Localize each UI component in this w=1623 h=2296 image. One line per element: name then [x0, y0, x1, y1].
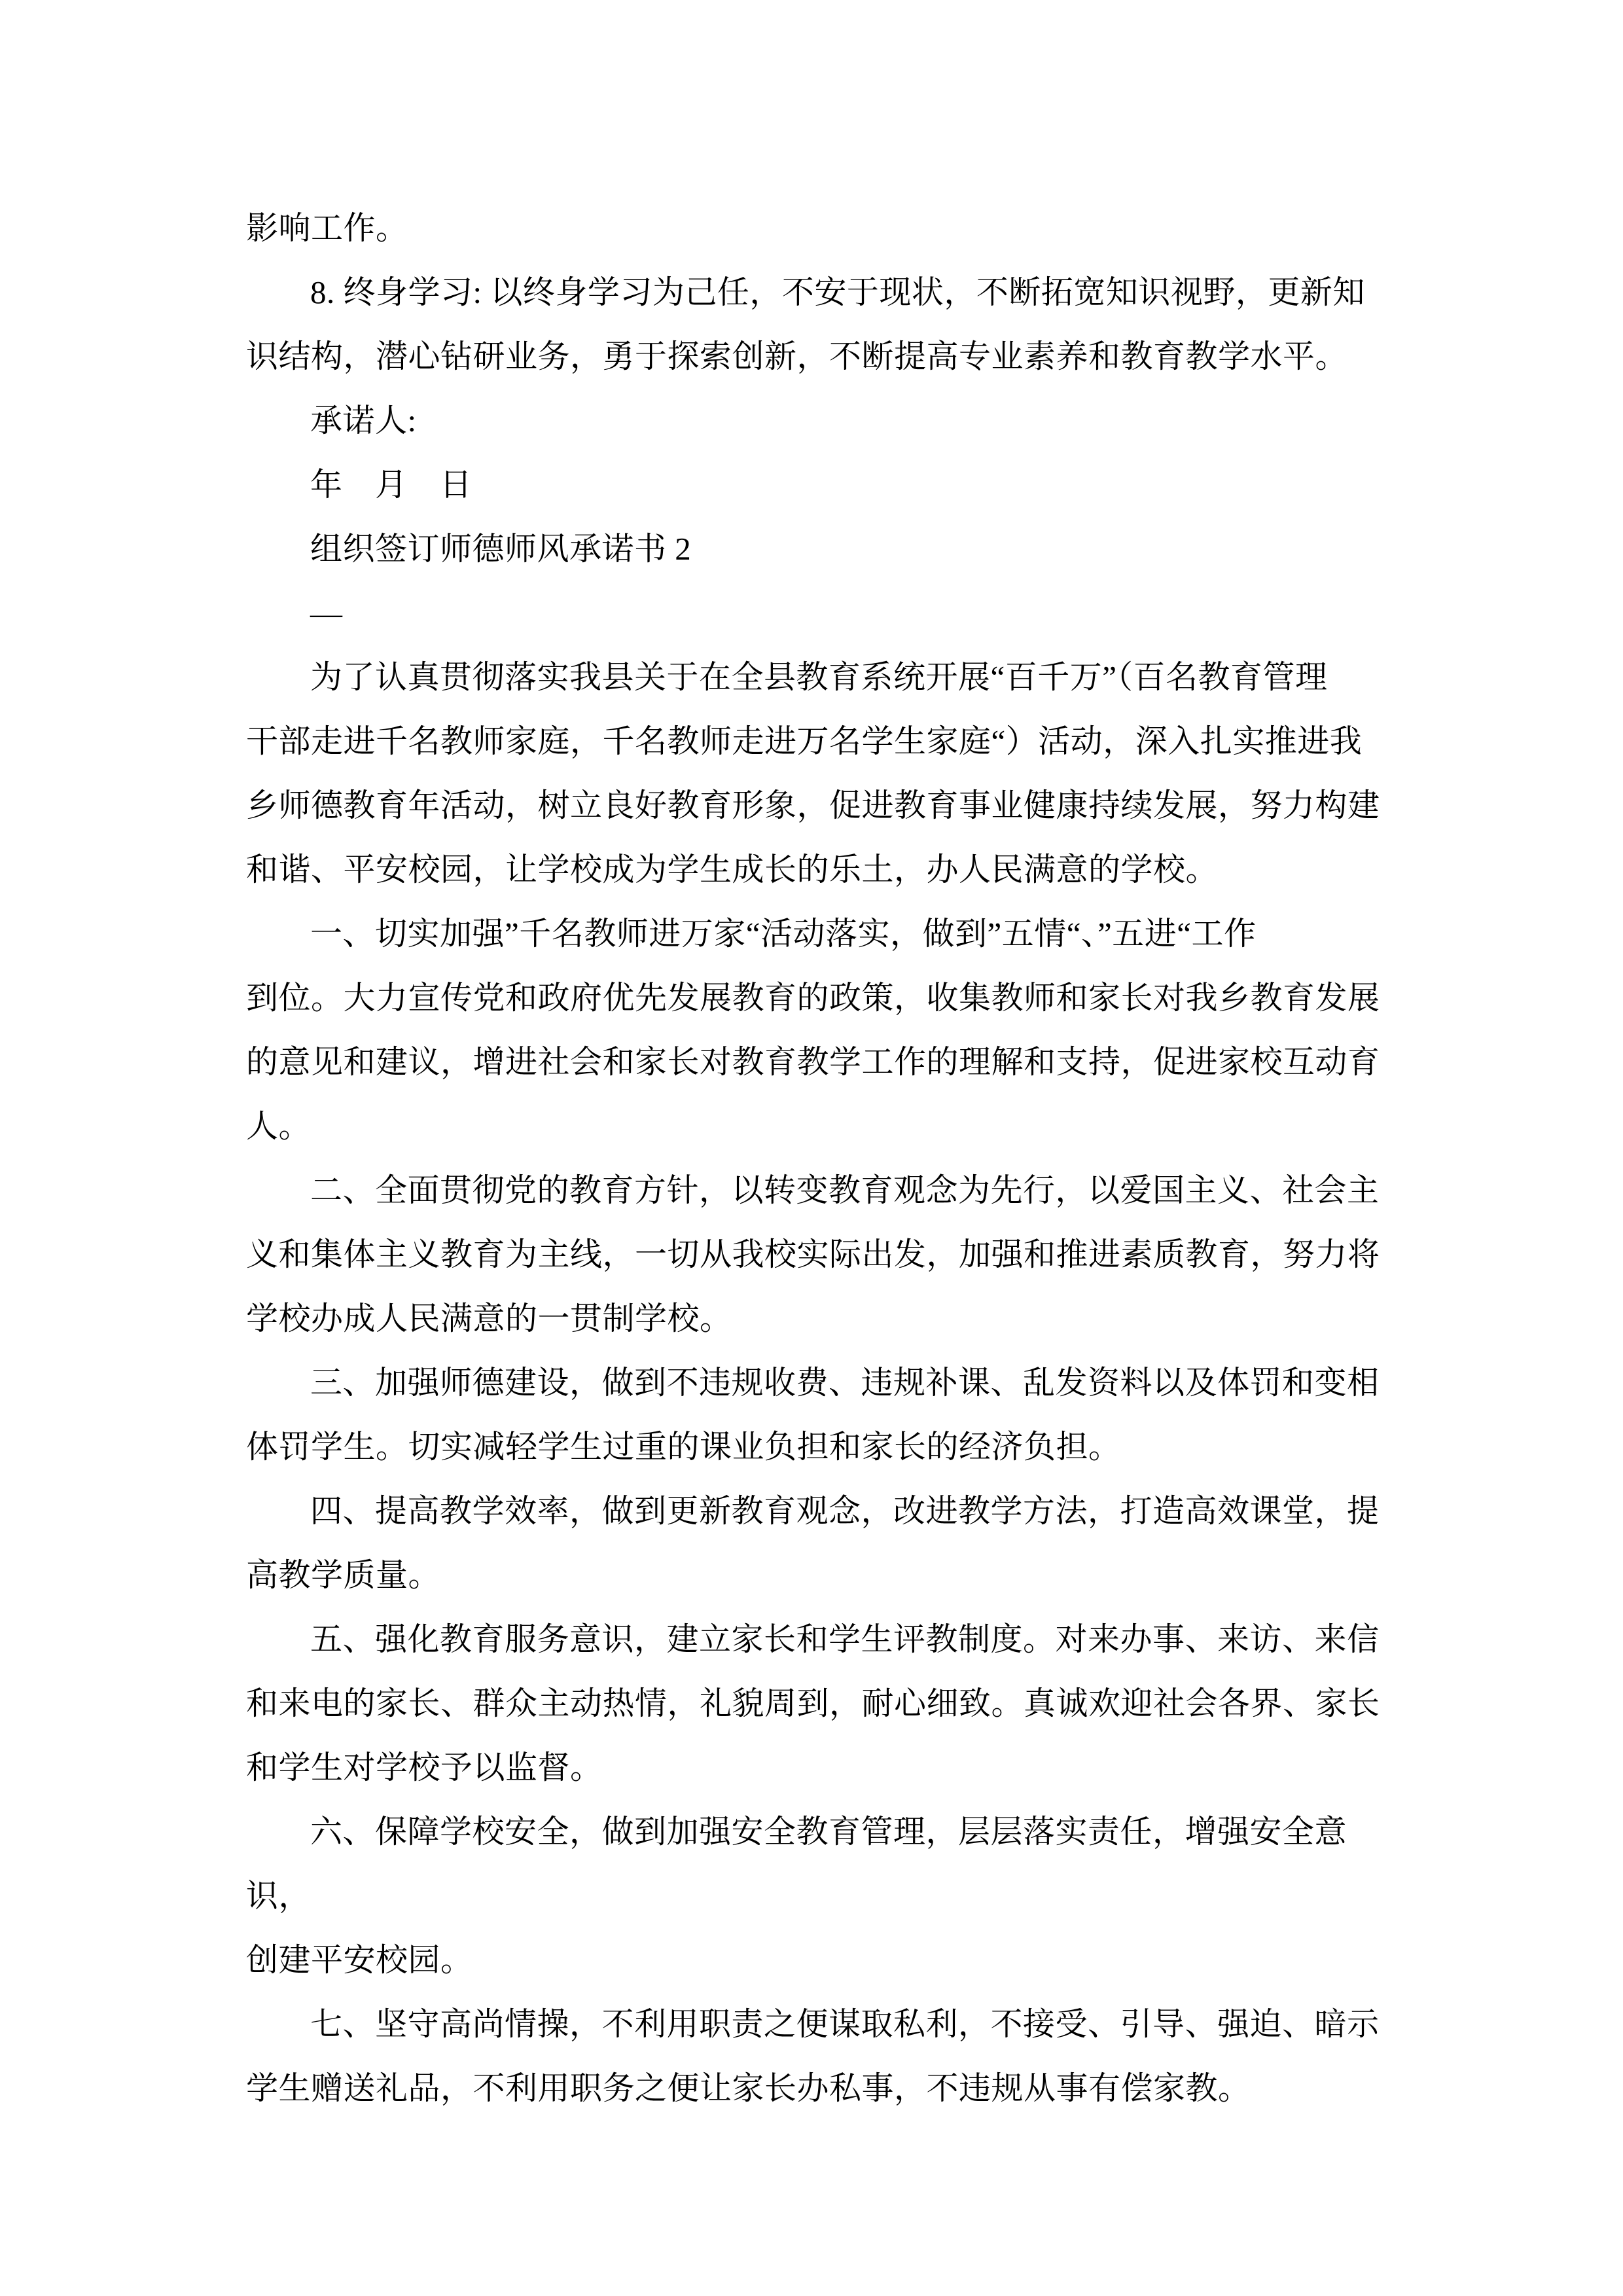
text-line: 义和集体主义教育为主线，一切从我校实际出发，加强和推进素质教育，努力将: [246, 1236, 1380, 1272]
dash-line: —: [310, 595, 343, 631]
text-line: 七、坚守高尚情操，不利用职责之便谋取私利，不接受、引导、强迫、暗示: [310, 2006, 1380, 2042]
text-line: 和学生对学校予以监督。: [246, 1749, 603, 1785]
text-line: 四、提高教学效率，做到更新教育观念，改进教学方法，打造高效课堂，提: [310, 1493, 1380, 1529]
text-line: 8. 终身学习: 以终身学习为己任，不安于现状，不断拓宽知识视野，更新知: [310, 274, 1365, 310]
text-line: 识结构，潜心钻研业务，勇于探索创新，不断提高专业素养和教育教学水平。: [246, 338, 1348, 374]
text-line: 的意见和建议，增进社会和家长对教育教学工作的理解和支持，促进家校互动育: [246, 1044, 1380, 1080]
text-line: 和谐、平安校园，让学校成为学生成长的乐土，办人民满意的学校。: [246, 852, 1219, 888]
document-text-block: [246, 196, 1385, 2121]
signature-line: 承诺人:: [310, 403, 417, 439]
text-line: 六、保障学校安全，做到加强安全教育管理，层层落实责任，增强安全意识，: [246, 1814, 1347, 1914]
text-line: 和来电的家长、群众主动热情，礼貌周到，耐心细致。真诚欢迎社会各界、家长: [246, 1685, 1380, 1721]
text-line: 一、切实加强”千名教师进万家“活动落实，做到”五情“、”五进“工作: [310, 916, 1257, 952]
text-line: 学校办成人民满意的一贯制学校。: [246, 1300, 732, 1336]
text-line: 为了认真贯彻落实我县关于在全县教育系统开展“百千万”（百名教育管理: [310, 659, 1328, 695]
text-line: 干部走进千名教师家庭，千名教师走进万名学生家庭“）活动，深入扎实推进我: [246, 723, 1363, 759]
text-line: 到位。大力宣传党和政府优先发展教育的政策，收集教师和家长对我乡教育发展: [246, 980, 1380, 1016]
text-line: 五、强化教育服务意识，建立家长和学生评教制度。对来办事、来访、来信: [310, 1621, 1380, 1657]
text-line: 高教学质量。: [246, 1557, 441, 1593]
text-line: 体罚学生。切实减轻学生过重的课业负担和家长的经济负担。: [246, 1429, 1121, 1465]
text-line: 人。: [246, 1108, 312, 1144]
date-line: 年 月 日: [310, 467, 473, 503]
text-line: 影响工作。: [246, 210, 408, 246]
text-line: 三、加强师德建设，做到不违规收费、违规补课、乱发资料以及体罚和变相: [310, 1365, 1380, 1401]
text-line: 二、全面贯彻党的教育方针，以转变教育观念为先行，以爱国主义、社会主: [310, 1172, 1380, 1208]
text-line: 创建平安校园。: [246, 1942, 473, 1978]
text-line: 乡师德教育年活动，树立良好教育形象，促进教育事业健康持续发展，努力构建: [246, 787, 1380, 823]
section-title-line: 组织签订师德师风承诺书 2: [310, 531, 692, 567]
text-line: 学生赠送礼品，不利用职务之便让家长办私事，不违规从事有偿家教。: [246, 2070, 1251, 2106]
